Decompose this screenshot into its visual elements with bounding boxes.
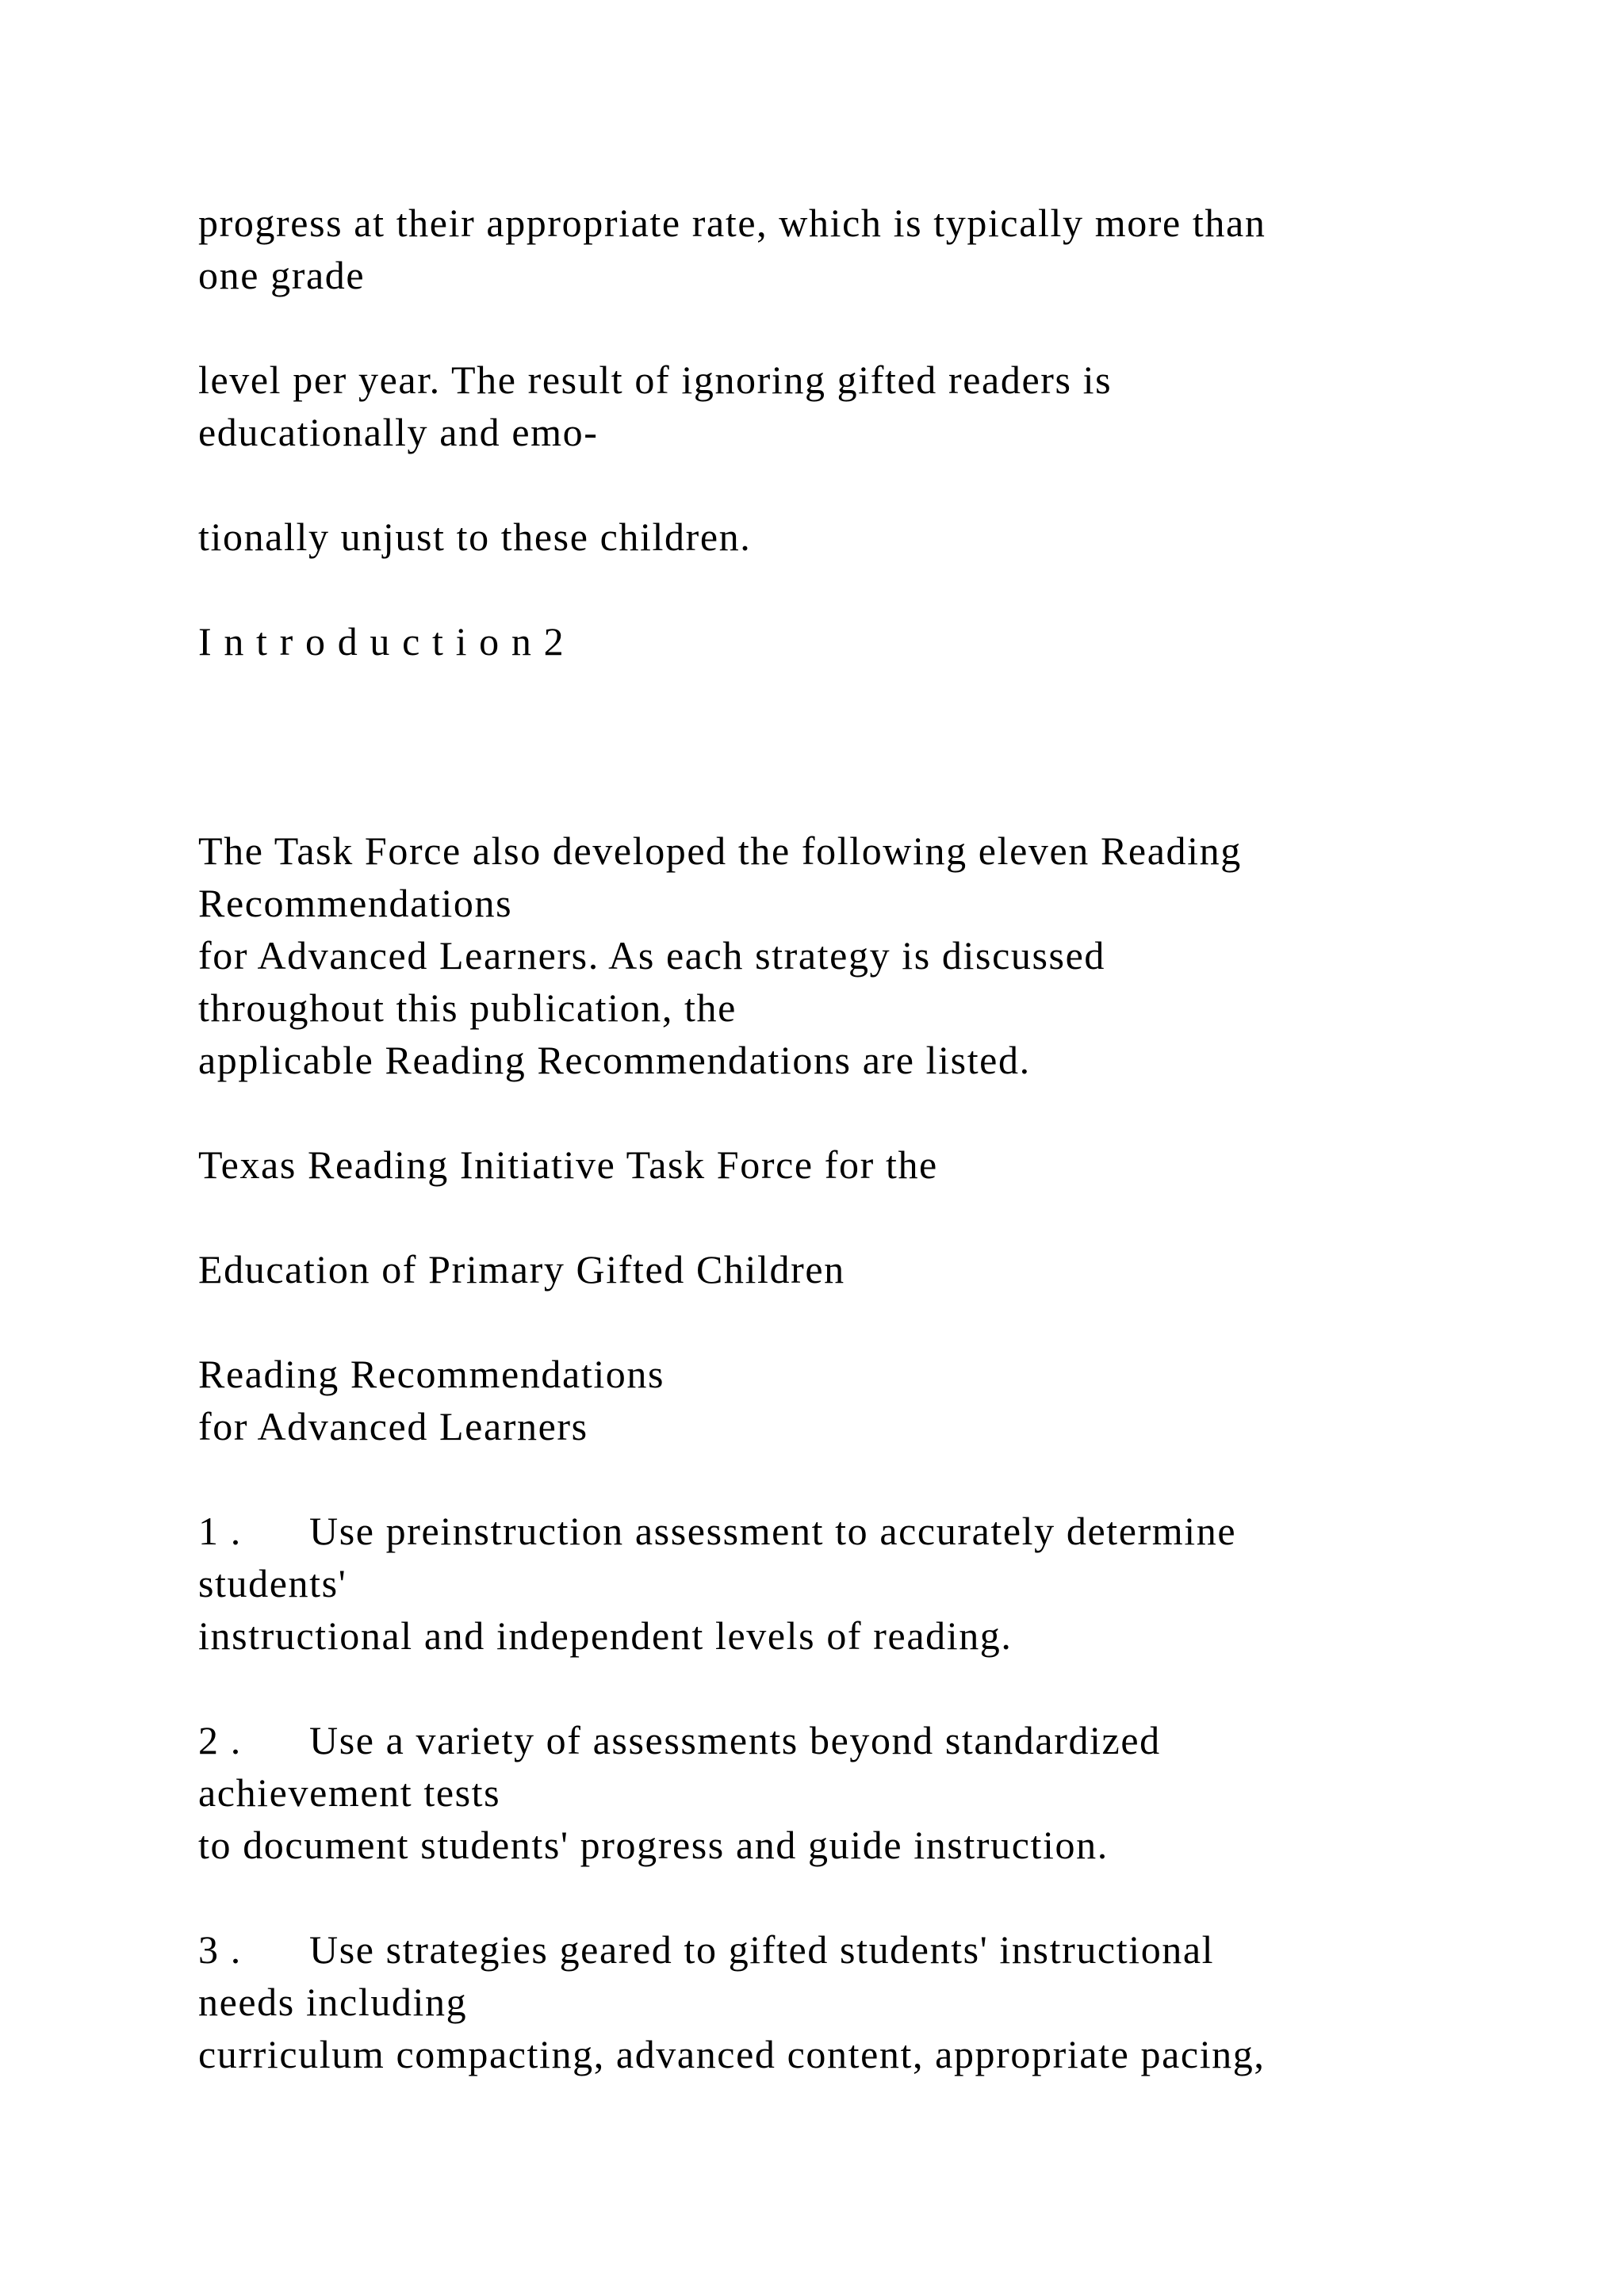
paragraph-unjust <box>198 511 1499 563</box>
recommendation-number: 3 . <box>198 1927 242 1972</box>
footer-text: I n t r o d u c t i o n 2 <box>198 619 565 664</box>
text-line: applicable Reading Recommendations are listed. <box>198 1038 1031 1082</box>
recommendation-text: Use preinstruction assessment to accurately determine <box>309 1509 1237 1553</box>
recommendation-text: Use a variety of assessments beyond standardized <box>309 1718 1161 1762</box>
recommendation-item-2 <box>198 1714 1499 1871</box>
recommendation-number: 1 . <box>198 1509 242 1553</box>
heading-text: Education of Primary Gifted Children <box>198 1247 845 1292</box>
paragraph-progress-rate <box>198 197 1499 301</box>
text-line: students' <box>198 1561 347 1605</box>
recommendation-first-line <box>198 1505 1499 1557</box>
text-line: tionally unjust to these children. <box>198 515 752 559</box>
heading-task-force-line-2 <box>198 1243 1499 1295</box>
section-title <box>198 1348 1499 1452</box>
recommendation-first-line <box>198 1923 1499 1976</box>
text-line: curriculum compacting, advanced content, appropriate pacing, <box>198 2032 1266 2076</box>
text-line: Recommendations <box>198 881 513 925</box>
body-text <box>198 197 1499 2080</box>
text-line: The Task Force also developed the following eleven Reading <box>198 828 1242 873</box>
recommendation-number: 2 . <box>198 1718 242 1762</box>
heading-text: Texas Reading Initiative Task Force for the <box>198 1142 938 1187</box>
recommendation-item-1 <box>198 1505 1499 1662</box>
recommendation-first-line <box>198 1714 1499 1766</box>
text-line: progress at their appropriate rate, which is typically more than <box>198 201 1266 245</box>
heading-task-force-line-1 <box>198 1138 1499 1191</box>
section-title-line: Reading Recommendations <box>198 1352 665 1396</box>
text-line: needs including <box>198 1980 468 2024</box>
text-line: level per year. The result of ignoring gifted readers is <box>198 358 1113 402</box>
text-line: one grade <box>198 253 366 297</box>
page-break-gap <box>198 668 1499 825</box>
text-line: educationally and emo- <box>198 410 599 454</box>
text-line: achievement tests <box>198 1770 501 1815</box>
text-line: to document students' progress and guide instruction. <box>198 1823 1109 1867</box>
text-line: throughout this publication, the <box>198 985 737 1030</box>
section-title-line: for Advanced Learners <box>198 1404 588 1448</box>
paragraph-task-force <box>198 825 1499 1086</box>
recommendation-text: Use strategies geared to gifted students' instructional <box>309 1927 1215 1972</box>
paragraph-ignoring-gifted <box>198 354 1499 458</box>
text-line: instructional and independent levels of reading. <box>198 1613 1013 1658</box>
recommendation-item-3 <box>198 1923 1499 2080</box>
running-footer <box>198 615 1499 668</box>
text-line: for Advanced Learners. As each strategy is discussed <box>198 933 1105 978</box>
